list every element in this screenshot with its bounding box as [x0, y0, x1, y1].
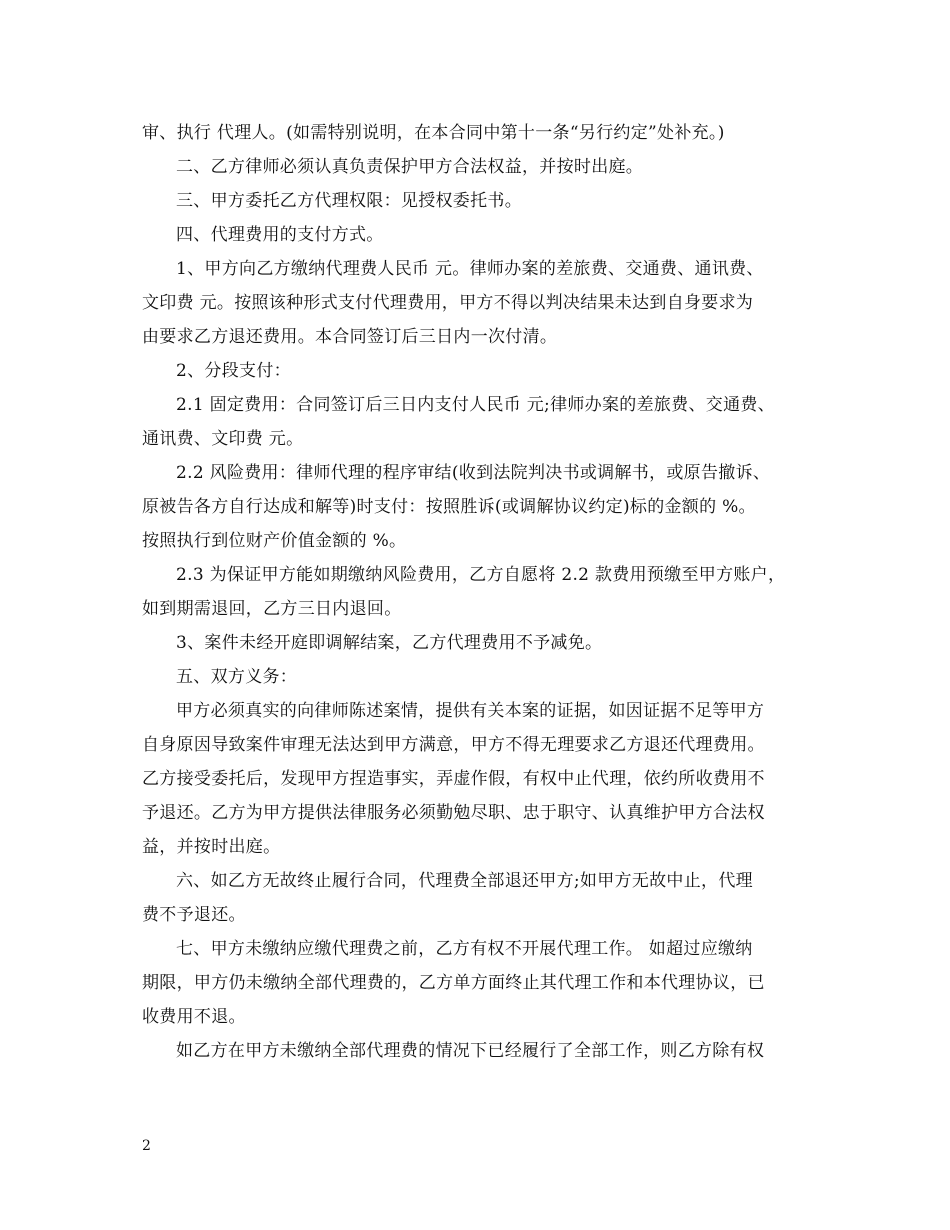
text-line-15: 如到期需退回，乙方三日内退回。 — [142, 599, 402, 619]
text-line-4: 四、代理费用的支付方式。 — [176, 225, 384, 245]
text-line-12: 原被告各方自行达成和解等)时支付：按照胜诉(或调解协议约定)标的金额的 %。 — [142, 497, 756, 517]
text-line-13: 按照执行到位财产价值金额的 %。 — [142, 531, 407, 551]
text-line-7: 由要求乙方退还费用。本合同签订后三日内一次付清。 — [142, 327, 558, 347]
text-line-23: 六、如乙方无故终止履行合同，代理费全部退还甲方;如甲方无故中止，代理 — [176, 871, 753, 891]
text-line-26: 期限，甲方仍未缴纳全部代理费的，乙方单方面终止其代理工作和本代理协议，已 — [142, 973, 765, 993]
text-line-28: 如乙方在甲方未缴纳全部代理费的情况下已经履行了全部工作，则乙方除有权 — [176, 1041, 765, 1061]
text-line-9: 2.1 固定费用：合同签订后三日内支付人民币 元;律师办案的差旅费、交通费、 — [176, 395, 775, 415]
page-number: 2 — [142, 1138, 151, 1154]
text-line-24: 费不予退还。 — [142, 905, 246, 925]
text-line-18: 甲方必须真实的向律师陈述案情，提供有关本案的证据，如因证据不足等甲方 — [176, 701, 765, 721]
text-line-16: 3、案件未经开庭即调解结案，乙方代理费用不予减免。 — [176, 633, 603, 653]
text-line-17: 五、双方义务： — [176, 667, 298, 687]
text-line-21: 予退还。乙方为甲方提供法律服务必须勤勉尽职、忠于职守、认真维护甲方合法权 — [142, 803, 765, 823]
text-line-20: 乙方接受委托后，发现甲方捏造事实，弄虚作假，有权中止代理，依约所收费用不 — [142, 769, 765, 789]
text-line-11: 2.2 风险费用：律师代理的程序审结(收到法院判决书或调解书，或原告撤诉、 — [176, 463, 771, 483]
text-line-6: 文印费 元。按照该种形式支付代理费用，甲方不得以判决结果未达到自身要求为 — [142, 293, 754, 313]
text-line-19: 自身原因导致案件审理无法达到甲方满意，甲方不得无理要求乙方退还代理费用。 — [142, 735, 765, 755]
text-line-25: 七、甲方未缴纳应缴代理费之前，乙方有权不开展代理工作。 如超过应缴纳 — [176, 939, 753, 959]
text-line-27: 收费用不退。 — [142, 1007, 246, 1027]
document-body — [142, 116, 822, 1068]
text-line-5: 1、甲方向乙方缴纳代理费人民币 元。律师办案的差旅费、交通费、通讯费、 — [176, 259, 764, 279]
text-line-10: 通讯费、文印费 元。 — [142, 429, 304, 449]
text-line-14: 2.3 为保证甲方能如期缴纳风险费用，乙方自愿将 2.2 款费用预缴至甲方账户， — [176, 565, 786, 585]
text-line-8: 2、分段支付： — [176, 361, 291, 381]
text-line-1: 审、执行 代理人。(如需特别说明，在本合同中第十一条“另行约定”处补充。) — [142, 123, 725, 143]
text-line-3: 三、甲方委托乙方代理权限：见授权委托书。 — [176, 191, 522, 211]
text-line-2: 二、乙方律师必须认真负责保护甲方合法权益，并按时出庭。 — [176, 157, 644, 177]
text-line-22: 益，并按时出庭。 — [142, 837, 281, 857]
